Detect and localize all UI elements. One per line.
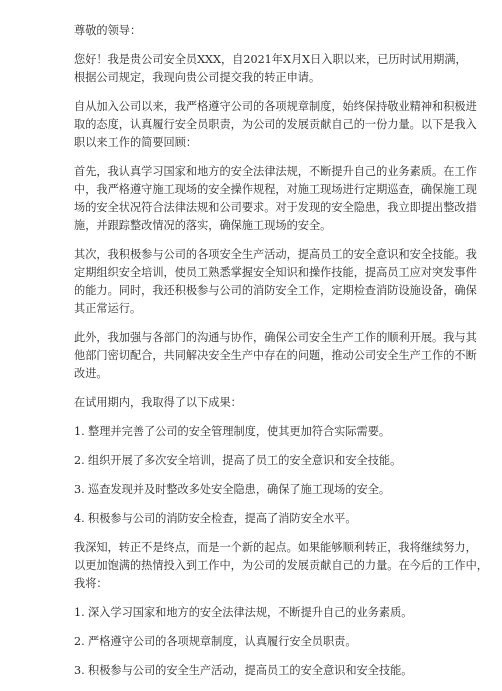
list-item: 3. 积极参与公司的安全生产活动，提高员工的安全意识和安全技能。	[74, 664, 413, 677]
intro-paragraph: 您好！我是贵公司安全员XXX，自2021年X月X日入职以来，已历时试用期满， 根据公司规定，我现向贵公司提交我的转正申请。	[74, 53, 467, 84]
second-point-paragraph: 其次，我积极参与公司的各项安全生产活动，提高员工的安全意识和安全技能。我 定期组织安全培训，使员工熟悉掌握安全知识和操作技能，提高员工应对突发事件 的能力。同时，我还积极参与公司的消防安全工作，定期检查消防设施设备，确保 其正常运行。	[74, 248, 477, 315]
list-item: 2. 组织开展了多次安全培训，提高了员工的安全意识和安全技能。	[74, 454, 402, 467]
third-point-paragraph: 此外，我加强与各部门的沟通与协作，确保公司安全生产工作的顺利开展。我与其 他部门密切配合，共同解决安全生产中存在的问题，推动公司安全生产工作的不断 改进。	[74, 331, 477, 380]
salutation: 尊敬的领导：	[74, 24, 142, 37]
list-item: 2. 严格遵守公司的各项规章制度，认真履行安全员职责。	[74, 635, 357, 648]
commitment-paragraph: 我深知，转正不是终点，而是一个新的起点。如果能够顺利转正，我将继续努力， 以更加饱满的热情投入到工作中，为公司的发展贡献自己的力量。在今后的工作中， 我将：	[74, 541, 488, 590]
list-item: 1. 深入学习国家和地方的安全法律法规，不断提升自己的业务素质。	[74, 606, 413, 619]
achievements-intro: 在试用期内，我取得了以下成果：	[74, 396, 242, 409]
list-item: 4. 积极参与公司的消防安全检查，提高了消防安全水平。	[74, 512, 357, 525]
list-item: 3. 巡查发现并及时整改多处安全隐患，确保了施工现场的安全。	[74, 483, 391, 496]
list-item: 1. 整理并完善了公司的安全管理制度，使其更加符合实际需要。	[74, 425, 391, 438]
summary-paragraph: 自从加入公司以来，我严格遵守公司的各项规章制度，始终保持敬业精神和积极进 取的态度，认真履行安全员职责，为公司的发展贡献自己的一份力量。以下是我入 职以来工作的简要回顾：	[74, 100, 477, 149]
first-point-paragraph: 首先，我认真学习国家和地方的安全法律法规，不断提升自己的业务素质。在工作 中，我严格遵守施工现场的安全操作规程，对施工现场进行定期巡查，确保施工现 场的安全状况符合法律法规和公司要求。对于发现的安全隐患，我立即提出整改措 施，并跟踪整改情况的落实，确保施工现场的安全。	[74, 165, 477, 232]
letter-body	[74, 22, 488, 691]
